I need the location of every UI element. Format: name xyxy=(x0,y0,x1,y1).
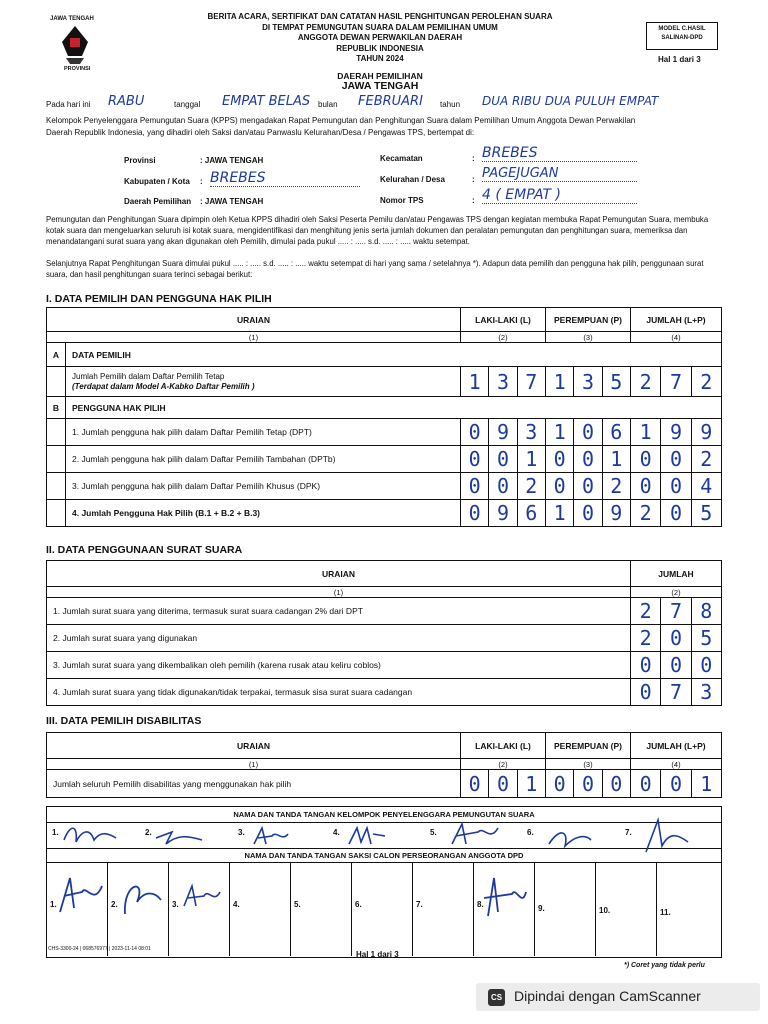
section-1-table xyxy=(46,307,722,527)
kelurahan-colon: : xyxy=(472,175,475,184)
camscanner-icon: CS xyxy=(488,989,505,1006)
kelurahan-value: PAGEJUGAN xyxy=(482,166,637,182)
kpps-slot-number: 4. xyxy=(333,828,340,837)
table-row xyxy=(47,446,722,473)
logo-top-text: JAWA TENGAH xyxy=(50,16,94,22)
saksi-slot-number: 4. xyxy=(233,900,240,909)
saksi-signature-title: NAMA DAN TANDA TANGAN SAKSI CALON PERSEORANGAN ANGGOTA DPD xyxy=(244,851,524,860)
digit-cell: 0 xyxy=(461,419,489,446)
digit-cell: 0 xyxy=(574,446,602,473)
model-box-line-1: MODEL C.HASIL xyxy=(658,26,706,32)
digit-cell: 0 xyxy=(461,500,489,527)
s3-col-uraian: URAIAN xyxy=(47,733,461,759)
digit-cell: 1 xyxy=(517,446,545,473)
digit-cell: 1 xyxy=(546,367,574,397)
digit-cell: 5 xyxy=(691,500,721,527)
s1-b-row-4-label: 4. Jumlah Pengguna Hak Pilih (B.1 + B.2 + B.3) xyxy=(66,500,461,527)
digit-cell: 9 xyxy=(661,419,691,446)
s1-b-title: PENGGUNA HAK PILIH xyxy=(66,397,722,419)
digit-cell: 8 xyxy=(691,598,721,625)
divider xyxy=(351,862,352,956)
kpps-slot-number: 2. xyxy=(145,828,152,837)
digit-cell: 4 xyxy=(691,473,721,500)
saksi-slot-number: 7. xyxy=(416,900,423,909)
digit-cell: 3 xyxy=(489,367,517,397)
s1-letter-b: B xyxy=(47,397,66,419)
digit-cell: 2 xyxy=(602,473,630,500)
header-line-3: ANGGOTA DEWAN PERWAKILAN DAERAH xyxy=(297,33,463,42)
digit-cell: 0 xyxy=(661,500,691,527)
digit-cell: 7 xyxy=(517,367,545,397)
s1-col-perempuan: PEREMPUAN (P) xyxy=(546,308,631,332)
divider xyxy=(595,862,596,956)
table-row xyxy=(47,473,722,500)
s2-row-4-label: 4. Jumlah surat suara yang tidak digunakan/tidak terpakai, termasuk sisa surat suara cadangan xyxy=(47,679,631,706)
s1-col-laki: LAKI-LAKI (L) xyxy=(461,308,546,332)
digit-cell: 2 xyxy=(517,473,545,500)
digit-cell: 0 xyxy=(546,473,574,500)
signature-scribble xyxy=(152,822,212,850)
digit-cell: 9 xyxy=(602,500,630,527)
section-2-title: II. DATA PENGGUNAAN SURAT SUARA xyxy=(46,544,243,556)
kecamatan-value: BREBES xyxy=(482,145,637,162)
s2-col-jumlah: JUMLAH xyxy=(631,561,722,587)
signature-scribble xyxy=(345,822,395,850)
intro-line-3: Daerah Republik Indonesia, yang dihadiri oleh Saksi dan/atau Panwaslu Kelurahan/Desa / Pengawas TPS, bertempat di: xyxy=(46,128,475,137)
divider xyxy=(412,862,413,956)
saksi-slot-number: 1. xyxy=(50,900,57,909)
digit-cell: 3 xyxy=(691,679,721,706)
s3-row-label: Jumlah seluruh Pemilih disabilitas yang menggunakan hak pilih xyxy=(47,770,461,798)
digit-cell: 0 xyxy=(661,652,691,679)
s2-num-2: (2) xyxy=(631,587,722,598)
digit-cell: 0 xyxy=(691,652,721,679)
s3-col-laki: LAKI-LAKI (L) xyxy=(461,733,546,759)
digit-cell: 0 xyxy=(489,473,517,500)
digit-cell: 6 xyxy=(517,500,545,527)
day-prefix: Pada hari ini xyxy=(46,100,91,109)
kpps-signature-title: NAMA DAN TANDA TANGAN KELOMPOK PENYELENGGARA PEMUNGUTAN SUARA xyxy=(233,810,535,819)
divider xyxy=(656,862,657,956)
digit-cell: 1 xyxy=(546,419,574,446)
digit-cell: 1 xyxy=(631,419,661,446)
model-box xyxy=(646,22,718,50)
s1-num-1: (1) xyxy=(47,332,461,343)
digit-cell: 9 xyxy=(691,419,721,446)
digit-cell: 5 xyxy=(602,367,630,397)
digit-cell: 0 xyxy=(461,473,489,500)
digit-cell: 0 xyxy=(631,770,661,798)
intro-line-2: Kelompok Penyelenggara Pemungutan Suara (KPPS) mengadakan Rapat Pemungutan dan Penghitungan Suara dalam Pemilihan Umum Anggota Dewan Perwakilan xyxy=(46,116,636,125)
provinsi-value: : JAWA TENGAH xyxy=(200,156,264,165)
divider xyxy=(46,862,722,863)
digit-cell: 0 xyxy=(602,770,630,798)
s1-b-row-3-label: 3. Jumlah pengguna hak pilih dalam Daftar Pemilih Khusus (DPK) xyxy=(66,473,461,500)
signature-scribble xyxy=(545,824,595,852)
signature-scribble xyxy=(60,822,120,850)
table-row xyxy=(47,652,722,679)
kpu-logo xyxy=(52,14,98,76)
signature-scribble xyxy=(248,822,298,850)
s1-col-jumlah: JUMLAH (L+P) xyxy=(631,308,722,332)
intro-line-1 xyxy=(46,94,726,114)
digit-cell: 2 xyxy=(631,500,661,527)
section-1-title: I. DATA PEMILIH DAN PENGGUNA HAK PILIH xyxy=(46,293,272,305)
digit-cell: 7 xyxy=(661,598,691,625)
digit-cell: 2 xyxy=(631,598,661,625)
month-prefix: bulan xyxy=(318,100,338,109)
region-label: DAERAH PEMILIHAN xyxy=(337,70,423,81)
section-3-title: III. DATA PEMILIH DISABILITAS xyxy=(46,715,202,727)
kpps-slot-number: 5. xyxy=(430,828,437,837)
signature-scribble xyxy=(636,816,696,856)
divider xyxy=(534,862,535,956)
digit-cell: 0 xyxy=(631,446,661,473)
s1-col-uraian: URAIAN xyxy=(47,308,461,332)
digit-cell: 0 xyxy=(574,770,602,798)
date-prefix: tanggal xyxy=(174,100,201,109)
paragraph-2: Selanjutnya Rapat Penghitungan Suara dimulai pukul ..... : ..... s.d. ..... : ..... waktu setempat di hari yang sama / setelahnya *). Adapun data pemilih dan pengguna hak pilih, penggunaan surat suara, dan hasil penghitungan suara terinci sebagai berikut: xyxy=(46,259,704,279)
digit-cell: 0 xyxy=(461,770,489,798)
section-2-table xyxy=(46,560,722,706)
header-line-2: DI TEMPAT PEMUNGUTAN SUARA DALAM PEMILIHAN UMUM xyxy=(262,22,498,32)
divider xyxy=(229,862,230,956)
digit-cell: 5 xyxy=(691,625,721,652)
s3-col-perempuan: PEREMPUAN (P) xyxy=(546,733,631,759)
footer-code: CHS-3300-24 | 068576977 | 2023-11-14 08:01 xyxy=(48,946,151,952)
digit-cell: 0 xyxy=(661,473,691,500)
digit-cell: 0 xyxy=(574,473,602,500)
digit-cell: 0 xyxy=(546,446,574,473)
table-row xyxy=(47,419,722,446)
digit-cell: 1 xyxy=(517,770,545,798)
saksi-slot-number: 9. xyxy=(538,904,545,913)
digit-cell: 0 xyxy=(574,500,602,527)
document-header xyxy=(160,12,600,92)
saksi-slot-number: 3. xyxy=(172,900,179,909)
s3-col-jumlah: JUMLAH (L+P) xyxy=(631,733,722,759)
s1-num-3: (3) xyxy=(546,332,631,343)
digit-cell: 7 xyxy=(661,679,691,706)
digit-cell: 6 xyxy=(602,419,630,446)
digit-cell: 0 xyxy=(631,679,661,706)
table-row xyxy=(47,679,722,706)
s1-b-row-1-label: 1. Jumlah pengguna hak pilih dalam Daftar Pemilih Tetap (DPT) xyxy=(66,419,461,446)
digit-cell: 0 xyxy=(489,770,517,798)
header-line-5: TAHUN 2024 xyxy=(356,54,404,63)
s3-num-2: (2) xyxy=(461,759,546,770)
s2-num-1: (1) xyxy=(47,587,631,598)
tps-colon: : xyxy=(472,196,475,205)
signature-scribble xyxy=(56,872,106,922)
kelurahan-label: Kelurahan / Desa xyxy=(380,175,445,184)
dapil-value: : JAWA TENGAH xyxy=(200,197,264,206)
digit-cell: 1 xyxy=(546,500,574,527)
s3-num-4: (4) xyxy=(631,759,722,770)
digit-cell: 0 xyxy=(574,419,602,446)
page-indicator: Hal 1 dari 3 xyxy=(658,55,701,64)
digit-cell: 9 xyxy=(489,500,517,527)
s1-b-row-2-label: 2. Jumlah pengguna hak pilih dalam Daftar Pemilih Tambahan (DPTb) xyxy=(66,446,461,473)
date-value: EMPAT BELAS xyxy=(222,94,311,109)
divider xyxy=(473,862,474,956)
month-value: FEBRUARI xyxy=(358,94,423,109)
camscanner-text: Dipindai dengan CamScanner xyxy=(514,988,701,1004)
table-row xyxy=(47,625,722,652)
region-name: JAWA TENGAH xyxy=(341,80,419,92)
digit-cell: 0 xyxy=(489,446,517,473)
signature-scribble xyxy=(480,872,530,922)
digit-cell: 1 xyxy=(691,770,721,798)
saksi-slot-number: 6. xyxy=(355,900,362,909)
table-row xyxy=(47,598,722,625)
s3-num-3: (3) xyxy=(546,759,631,770)
digit-cell: 2 xyxy=(631,625,661,652)
signature-scribble xyxy=(180,880,224,912)
paragraph-1: Pemungutan dan Penghitungan Suara dipimpin oleh Ketua KPPS dihadiri oleh Saksi Peserta Pemilu dan/atau Pengawas TPS dengan kegiatan membuka Rapat Pemungutan Suara, membuka kotak suara dan mengeluarkan seluruh isi kotak suara, mengidentifikasi dan menghitung jenis serta jumlah dokumen dan peralatan pemungutan dan penghitungan suara, memeriksa dan menandatangani surat suara yang akan digunakan oleh Pemilih, dimulai pada pukul ..... : ..... s.d. ..... : ..... waktu setempat. xyxy=(46,215,709,246)
year-value: DUA RIBU DUA PULUH EMPAT xyxy=(482,94,659,108)
kecamatan-label: Kecamatan xyxy=(380,154,423,163)
provinsi-label: Provinsi xyxy=(124,156,156,165)
s3-num-1: (1) xyxy=(47,759,461,770)
tps-value: 4 ( EMPAT ) xyxy=(482,187,637,204)
digit-cell: 2 xyxy=(631,367,661,397)
kabupaten-value: BREBES xyxy=(210,170,360,187)
digit-cell: 0 xyxy=(546,770,574,798)
digit-cell: 0 xyxy=(631,652,661,679)
s1-a-row-sub: (Terdapat dalam Model A-Kabko Daftar Pemilih ) xyxy=(72,381,255,391)
saksi-slot-number: 11. xyxy=(660,908,671,917)
camscanner-watermark xyxy=(476,983,760,1011)
digit-cell: 0 xyxy=(661,446,691,473)
table-row xyxy=(47,770,722,798)
digit-cell: 0 xyxy=(661,770,691,798)
model-box-line-2: SALINAN-DPD xyxy=(661,35,703,41)
s2-col-uraian: URAIAN xyxy=(47,561,631,587)
section-3-table xyxy=(46,732,722,798)
kecamatan-colon: : xyxy=(472,154,475,163)
s1-num-4: (4) xyxy=(631,332,722,343)
s1-a-title: DATA PEMILIH xyxy=(66,343,722,367)
s1-a-row-label: Jumlah Pemilih dalam Daftar Pemilih Tetap xyxy=(72,371,225,381)
table-row xyxy=(47,367,722,397)
s2-row-3-label: 3. Jumlah surat suara yang dikembalikan oleh pemilih (karena rusak atau keliru coblos) xyxy=(47,652,631,679)
footer-page: Hal 1 dari 3 xyxy=(356,950,399,959)
signature-scribble xyxy=(448,820,508,850)
kpps-slot-number: 6. xyxy=(527,828,534,837)
digit-cell: 2 xyxy=(691,446,721,473)
digit-cell: 7 xyxy=(661,367,691,397)
header-line-1: BERITA ACARA, SERTIFIKAT DAN CATATAN HASIL PENGHITUNGAN PEROLEHAN SUARA xyxy=(207,12,553,21)
digit-cell: 0 xyxy=(631,473,661,500)
s2-row-2-label: 2. Jumlah surat suara yang digunakan xyxy=(47,625,631,652)
kpps-slot-number: 7. xyxy=(625,828,632,837)
digit-cell: 1 xyxy=(602,446,630,473)
saksi-slot-number: 10. xyxy=(599,906,611,915)
digit-cell: 1 xyxy=(461,367,489,397)
year-prefix: tahun xyxy=(440,100,461,109)
digit-cell: 9 xyxy=(489,419,517,446)
saksi-slot-number: 5. xyxy=(294,900,301,909)
digit-cell: 0 xyxy=(461,446,489,473)
header-line-4: REPUBLIK INDONESIA xyxy=(336,43,424,53)
s1-num-2: (2) xyxy=(461,332,546,343)
kpps-slot-number: 1. xyxy=(52,828,59,837)
saksi-slot-number: 8. xyxy=(477,900,484,909)
signature-scribble xyxy=(117,872,167,922)
divider xyxy=(290,862,291,956)
s2-row-1-label: 1. Jumlah surat suara yang diterima, termasuk surat suara cadangan 2% dari DPT xyxy=(47,598,631,625)
tps-label: Nomor TPS xyxy=(380,196,424,205)
digit-cell: 0 xyxy=(661,625,691,652)
digit-cell: 3 xyxy=(574,367,602,397)
saksi-slot-number: 2. xyxy=(111,900,118,909)
digit-cell: 2 xyxy=(691,367,721,397)
footer-note: *) Coret yang tidak perlu xyxy=(624,962,705,969)
digit-cell: 3 xyxy=(517,419,545,446)
day-value: RABU xyxy=(108,94,145,109)
table-row xyxy=(47,500,722,527)
divider xyxy=(107,862,108,956)
kabupaten-label: Kabupaten / Kota xyxy=(124,177,190,186)
kabupaten-colon: : xyxy=(200,177,203,186)
dapil-label: Daerah Pemilihan xyxy=(124,197,192,206)
divider xyxy=(168,862,169,956)
logo-bottom-text: PROVINSI xyxy=(64,66,91,72)
s1-letter-a: A xyxy=(47,343,66,367)
kpps-slot-number: 3. xyxy=(238,828,245,837)
